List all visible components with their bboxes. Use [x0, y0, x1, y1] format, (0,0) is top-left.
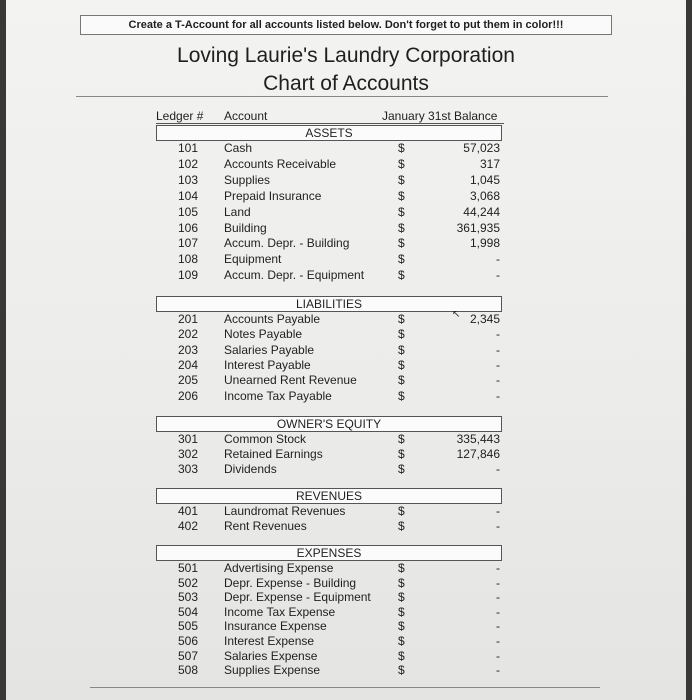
account-row: [6, 634, 686, 649]
balance-value: -: [496, 373, 500, 388]
account-row: [6, 141, 686, 156]
account-name: Accum. Depr. - Equipment: [224, 268, 365, 283]
ledger-number: 205: [178, 373, 199, 388]
ledger-number: 109: [178, 268, 199, 283]
account-name: Accounts Receivable: [224, 156, 337, 171]
account-row: [6, 252, 686, 267]
balance-value: 1,998: [469, 236, 500, 251]
account-name: Supplies: [224, 172, 271, 187]
dollar-sign: $: [398, 172, 405, 187]
dollar-sign: $: [398, 648, 405, 663]
account-row: [6, 221, 686, 236]
account-name: Cash: [224, 141, 253, 155]
ledger-number: 102: [178, 156, 199, 171]
account-row: [6, 373, 686, 388]
dollar-sign: $: [398, 268, 405, 283]
ledger-number: 507: [178, 648, 199, 663]
ledger-number: 501: [178, 561, 199, 575]
balance-value: -: [496, 604, 500, 619]
account-name: Income Tax Expense: [224, 604, 336, 619]
ledger-number: 105: [178, 204, 199, 219]
dollar-sign: $: [398, 519, 405, 533]
account-row: [6, 358, 686, 373]
account-row: [6, 605, 686, 620]
dollar-sign: $: [398, 575, 405, 590]
dollar-sign: $: [398, 312, 405, 326]
ledger-number: 201: [178, 312, 199, 326]
instruction-banner: Create a T-Account for all accounts listed below. Don't forget to put them in color!!!: [80, 15, 612, 35]
account-name: Prepaid Insurance: [224, 188, 322, 203]
dollar-sign: $: [398, 634, 405, 648]
ledger-number: 202: [178, 327, 199, 342]
account-name: Accum. Depr. - Building: [224, 236, 350, 251]
account-name: Laundromat Revenues: [224, 504, 346, 518]
account-row: [6, 327, 686, 342]
account-row: [6, 389, 686, 404]
account-row: [6, 268, 686, 283]
balance-header: January 31st Balance: [382, 109, 498, 123]
balance-value: -: [496, 663, 500, 678]
balance-value: -: [496, 619, 500, 634]
balance-value: 335,443: [456, 432, 500, 446]
account-row: [6, 432, 686, 447]
account-row: [6, 312, 686, 327]
dollar-sign: $: [398, 619, 405, 634]
balance-value: -: [496, 504, 500, 518]
balance-value: -: [496, 575, 500, 590]
dollar-sign: $: [398, 188, 405, 203]
balance-value: -: [496, 519, 500, 533]
account-row: [6, 519, 686, 534]
account-row: [6, 343, 686, 358]
account-name: Equipment: [224, 252, 282, 267]
cursor-arrow-icon: ↖: [452, 309, 461, 320]
account-name: Insurance Expense: [224, 619, 327, 634]
ledger-number: 505: [178, 619, 199, 634]
dollar-sign: $: [398, 561, 405, 575]
account-name: Salaries Expense: [224, 648, 318, 663]
dollar-sign: $: [398, 590, 405, 605]
dollar-sign: $: [398, 373, 405, 388]
header-divider: [156, 123, 504, 124]
dollar-sign: $: [398, 141, 405, 155]
ledger-number: 402: [178, 519, 199, 533]
account-header: Account: [224, 109, 268, 123]
account-name: Land: [224, 204, 251, 219]
ledger-number: 401: [178, 504, 199, 518]
balance-value: 3,068: [469, 188, 500, 203]
account-name: Unearned Rent Revenue: [224, 373, 357, 388]
ledger-number: 106: [178, 220, 199, 235]
balance-value: -: [496, 590, 500, 605]
dollar-sign: $: [398, 156, 405, 171]
ledger-number: 204: [178, 357, 199, 372]
account-row: [6, 447, 686, 462]
dollar-sign: $: [398, 252, 405, 267]
account-name: Interest Payable: [224, 357, 311, 372]
ledger-number: 103: [178, 172, 199, 187]
account-row: [6, 173, 686, 188]
ledger-number: 508: [178, 663, 199, 678]
account-name: Rent Revenues: [224, 519, 307, 533]
dollar-sign: $: [398, 663, 405, 678]
account-row: [6, 576, 686, 591]
account-row: [6, 462, 686, 477]
balance-value: 2,345: [469, 312, 500, 326]
balance-value: -: [496, 462, 500, 476]
account-name: Building: [224, 220, 267, 235]
title-divider: [76, 96, 608, 97]
balance-value: 361,935: [456, 220, 500, 235]
account-name: Dividends: [224, 462, 277, 476]
account-row: [6, 619, 686, 634]
balance-value: -: [496, 252, 500, 267]
ledger-number: 504: [178, 604, 199, 619]
ledger-number: 303: [178, 462, 199, 476]
ledger-number: 506: [178, 634, 199, 648]
balance-value: -: [496, 634, 500, 648]
balance-value: -: [496, 357, 500, 372]
account-name: Supplies Expense: [224, 663, 321, 678]
account-row: [6, 561, 686, 576]
ledger-number: 203: [178, 342, 199, 357]
account-name: Interest Expense: [224, 634, 315, 648]
dollar-sign: $: [398, 462, 405, 476]
company-title: Loving Laurie's Laundry Corporation: [177, 44, 515, 67]
balance-value: -: [496, 268, 500, 283]
account-row: [6, 504, 686, 519]
account-name: Notes Payable: [224, 327, 303, 342]
dollar-sign: $: [398, 236, 405, 251]
section-header: ASSETS: [156, 125, 502, 141]
account-name: Advertising Expense: [224, 561, 334, 575]
account-row: [6, 157, 686, 172]
balance-value: 1,045: [469, 172, 500, 187]
ledger-number: 108: [178, 252, 199, 267]
account-name: Salaries Payable: [224, 342, 315, 357]
balance-value: 317: [479, 156, 500, 171]
section-header: REVENUES: [156, 488, 502, 504]
ledger-number: 104: [178, 188, 199, 203]
balance-value: 127,846: [456, 447, 500, 461]
dollar-sign: $: [398, 327, 405, 342]
ledger-number: 301: [178, 432, 199, 446]
dollar-sign: $: [398, 388, 405, 403]
document-page: [6, 0, 686, 700]
dollar-sign: $: [398, 447, 405, 461]
account-name: Depr. Expense - Building: [224, 575, 357, 590]
account-row: [6, 663, 686, 678]
balance-value: -: [496, 342, 500, 357]
ledger-number: 107: [178, 236, 199, 251]
bottom-divider: [90, 687, 600, 688]
account-name: Retained Earnings: [224, 447, 323, 461]
account-name: Income Tax Payable: [224, 388, 332, 403]
dollar-sign: $: [398, 357, 405, 372]
ledger-number: 101: [178, 141, 199, 155]
balance-value: 57,023: [463, 141, 500, 155]
account-row: [6, 236, 686, 251]
ledger-number: 206: [178, 388, 199, 403]
ledger-number: 503: [178, 590, 199, 605]
ledger-header: Ledger #: [156, 109, 204, 123]
dollar-sign: $: [398, 432, 405, 446]
balance-value: -: [496, 648, 500, 663]
dollar-sign: $: [398, 604, 405, 619]
dollar-sign: $: [398, 220, 405, 235]
balance-value: -: [496, 327, 500, 342]
account-name: Accounts Payable: [224, 312, 321, 326]
account-name: Common Stock: [224, 432, 307, 446]
section-header: LIABILITIES: [156, 296, 502, 312]
dollar-sign: $: [398, 504, 405, 518]
dollar-sign: $: [398, 342, 405, 357]
account-row: [6, 189, 686, 204]
section-header: OWNER'S EQUITY: [156, 416, 502, 432]
account-row: [6, 590, 686, 605]
ledger-number: 302: [178, 447, 199, 461]
balance-value: -: [496, 561, 500, 575]
section-header: EXPENSES: [156, 545, 502, 561]
account-name: Depr. Expense - Equipment: [224, 590, 371, 605]
balance-value: 44,244: [463, 204, 500, 219]
account-row: [6, 205, 686, 220]
document-title: Chart of Accounts: [263, 72, 429, 95]
dollar-sign: $: [398, 204, 405, 219]
balance-value: -: [496, 388, 500, 403]
account-row: [6, 649, 686, 664]
ledger-number: 502: [178, 575, 199, 590]
